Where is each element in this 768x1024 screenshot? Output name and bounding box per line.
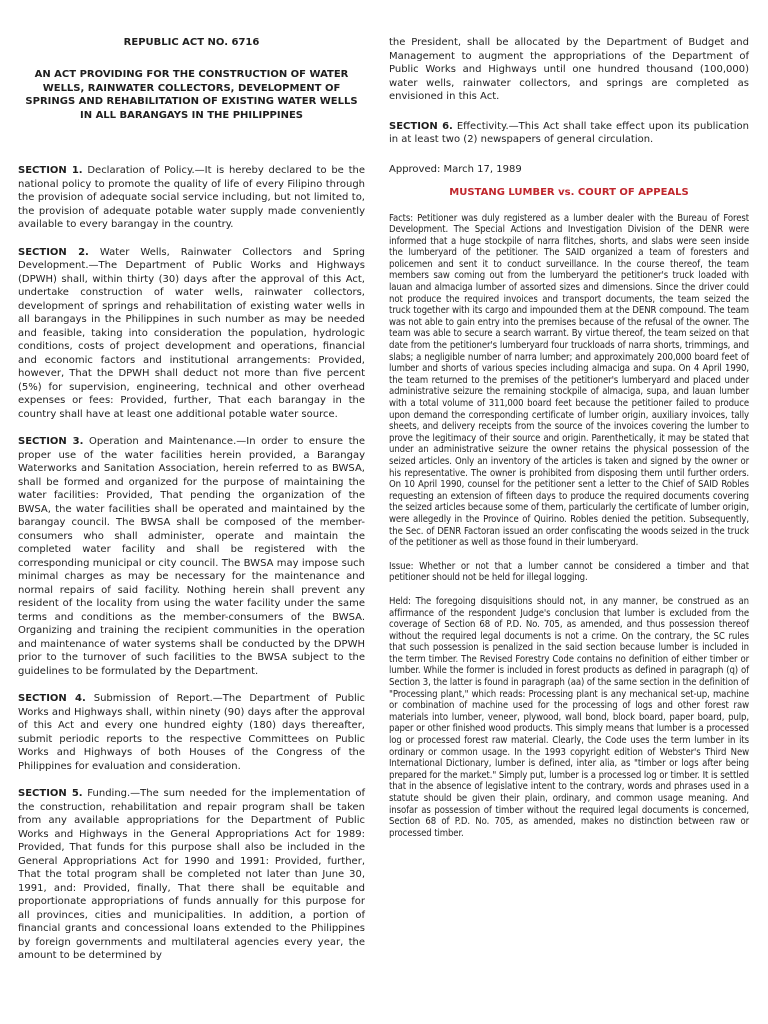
section-5-heading: SECTION 5. xyxy=(18,788,83,799)
section-4-text: Submission of Report.—The Department of Public Works and Highways shall, within ninety (90) days after the approval of this Act and every one hundred eighty (180) days thereafter, submit periodic reports to the respective Committees on Public Works and Highways of both Houses of the Congress of the Philippines for evaluation and consideration. xyxy=(18,693,365,772)
case-issue: Issue: Whether or not that a lumber cannot be considered a timber and that petitioner should not be held for illegal logging. xyxy=(389,560,749,584)
case-held: Held: The foregoing disquisitions should not, in any manner, be construed as an affirmance of the respondent Judge's conclusion that lumber is excluded from the coverage of Section 68 of P.D. No. 705, as amended, and thus possession thereof without the required legal documents is not a crime. On the contrary, the SC rules that such possession is penalized in the said section because lumber is included in the term timber. The Revised Forestry Code contains no definition of either timber or lumber. While the former is included in forest products as defined in paragraph (q) of Section 3, the latter is found in paragraph (aa) of the same section in the definition of "Processing plant," which reads: Processing plant is any mechanical set-up, machine or combination of machine used for the processing of logs and other forest raw materials into lumber, veneer, plywood, wall bond, block board, paper board, pulp, paper or other finished wood products. This simply means that lumber is a processed log or processed forest raw material. Clearly, the Code uses the term lumber in its ordinary or common usage. In the 1993 copyright edition of Webster's Third New International Dictionary, lumber is defined, inter alia, as "timber or logs after being prepared for the market." Simply put, lumber is a processed log or timber. It is settled that in the absence of legislative intent to the contrary, words and phrases used in a statute should be given their plain, ordinary, and common usage meaning. And insofar as possession of timber without the required legal documents is concerned, Section 68 of P.D. No. 705, as amended, makes no distinction between raw or processed timber. xyxy=(389,595,749,839)
section-3 xyxy=(18,435,365,678)
section-6 xyxy=(389,120,749,147)
section-3-text: Operation and Maintenance.—In order to ensure the proper use of the water facilities herein provided, a Barangay Waterworks and Sanitation Association, herein referred to as BWSA, shall be formed and organized for the purpose of maintaining the water facilities: Provided, That pending the organization of the BWSA, the water facilities shall be operated and maintained by the barangay council. The BWSA shall be composed of the member-consumers who shall administer, operate and maintain the completed water facility and shall be registered with the corresponding municipal or city council. The BWSA may impose such minimal charges as may be necessary for the maintenance and normal repairs of said facility. Nothing herein shall prevent any resident of the locality from using the water facility under the same terms and conditions as the member-consumers of the BWSA. Organizing and training the recipient communities in the operation and maintenance of water systems shall be conducted by the DPWH prior to the turnover of such facilities to the BWSA subject to the guidelines to be formulated by the Department. xyxy=(18,436,365,677)
left-column xyxy=(18,36,365,977)
section-5-text: Funding.—The sum needed for the implementation of the construction, rehabilitation and repair program shall be taken from any available appropriations for the Department of Public Works and Highways in the General Appropriations Act for 1989: Provided, That funds for this purpose shall also be included in the General Appropriations Act for 1990 and 1991: Provided, further, That the total program shall be completed not later than June 30, 1991, and: Provided, finally, That there shall be equitable and proportionate appropriations of funds annually for this purpose for all provinces, cities and municipalities. In addition, a portion of financial grants and concessional loans extended to the Philippines by foreign governments and multilateral agencies every year, the amount to be determined by xyxy=(18,788,365,961)
section-2-heading: SECTION 2. xyxy=(18,246,89,258)
case-facts: Facts: Petitioner was duly registered as a lumber dealer with the Bureau of Forest Development. The Special Actions and Investigation Division of the DENR were informed that a huge stockpile of narra flitches, shorts, and slabs were seen inside the lumberyard of the petitioner. The SAID organized a team of foresters and policemen and sent it to conduct surveillance. In the course thereof, the team members saw coming out from the lumberyard the petitioner's truck loaded with lauan and almaciga lumber of assorted sizes and dimensions. Since the driver could not produce the required invoices and transport documents, the team seized the truck together with its cargo and impounded them at the DENR compound. The team was not able to gain entry into the premises because of the refusal of the owner. The team was able to secure a search warrant. By virtue thereof, the team seized on that date from the petitioner's lumberyard four truckloads of narra shorts, trimmings, and slabs; a negligible number of narra lumber; and approximately 200,000 board feet of lumber and shorts of various species including almaciga and supa. On 4 April 1990, the team returned to the premises of the petitioner's lumberyard and placed under administrative seizure the remaining stockpile of almaciga, supa, and lauan lumber with a total volume of 311,000 board feet because the petitioner failed to produce upon demand the corresponding certificate of lumber origin, auxiliary invoices, tally sheets, and delivery receipts from the source of the invoices covering the lumber to prove the legitimacy of their source and origin. Parenthetically, it may be stated that under an administrative seizure the owner retains the physical possession of the seized articles. Only an inventory of the articles is taken and signed by the owner or his representative. The owner is prohibited from disposing them until further orders. On 10 April 1990, counsel for the petitioner sent a letter to the Chief of SAID Robles requesting an extension of fifteen days to produce the required documents covering the seized articles because some of them, particularly the certificate of lumber origin, were allegedly in the Province of Quirino. Robles denied the petition. Subsequently, the Sec. of DENR Factoran issued an order confiscating the woods seized in the truck of the petitioner as well as those found in their lumberyard. xyxy=(389,212,749,549)
act-subtitle: AN ACT PROVIDING FOR THE CONSTRUCTION OF WATER WELLS, RAINWATER COLLECTORS, DEVELOPMENT OF SPRINGS AND REHABILITATION OF EXISTING WATER WELLS IN ALL BARANGAYS IN THE PHILIPPINES xyxy=(25,69,358,121)
section-1 xyxy=(18,164,365,232)
right-column xyxy=(389,36,749,851)
section-6-heading: SECTION 6. xyxy=(389,120,453,132)
section-1-text: Declaration of Policy.—It is hereby declared to be the national policy to promote the quality of life of every Filipino through the provision of adequate social service including, but not limited to, the provision of adequate potable water supply made conveniently available to every barangay in the country. xyxy=(18,165,365,230)
section-5 xyxy=(18,787,365,963)
act-title: REPUBLIC ACT NO. 6716 xyxy=(123,37,260,48)
section-4 xyxy=(18,692,365,773)
case-title: MUSTANG LUMBER vs. COURT OF APPEALS xyxy=(449,186,689,198)
section-2 xyxy=(18,246,365,422)
section-6-text: Effectivity.—This Act shall take effect upon its publication in at least two (2) newspapers of general circulation. xyxy=(389,120,749,145)
section-2-text: Water Wells, Rainwater Collectors and Spring Development.—The Department of Public Works and Highways (DPWH) shall, within thirty (30) days after the approval of this Act, undertake construction of water wells, rainwater collectors, development of springs and rehabilitation of existing water wells in all barangays in the Philippines in such number as may be needed and feasible, taking into consideration the population, hydrologic conditions, costs of project development and operations, financial and economic factors and institutional arrangements: Provided, however, That the DPWH shall deduct not more than five percent (5%) for supervision, engineering, technical and other overhead expenses or fees: Provided, further, That each barangay in the country shall have at least one additional potable water source. xyxy=(18,246,365,420)
section-5-continuation: the President, shall be allocated by the Department of Budget and Management to augment the appropriations of the Department of Public Works and Highways until one hundred thousand (100,000) water wells, rainwater collectors, and springs are completed as envisioned in this Act. xyxy=(389,37,749,102)
section-3-heading: SECTION 3. xyxy=(18,436,84,447)
approval-date: Approved: March 17, 1989 xyxy=(389,163,522,175)
section-4-heading: SECTION 4. xyxy=(18,693,86,704)
section-1-heading: SECTION 1. xyxy=(18,165,83,176)
